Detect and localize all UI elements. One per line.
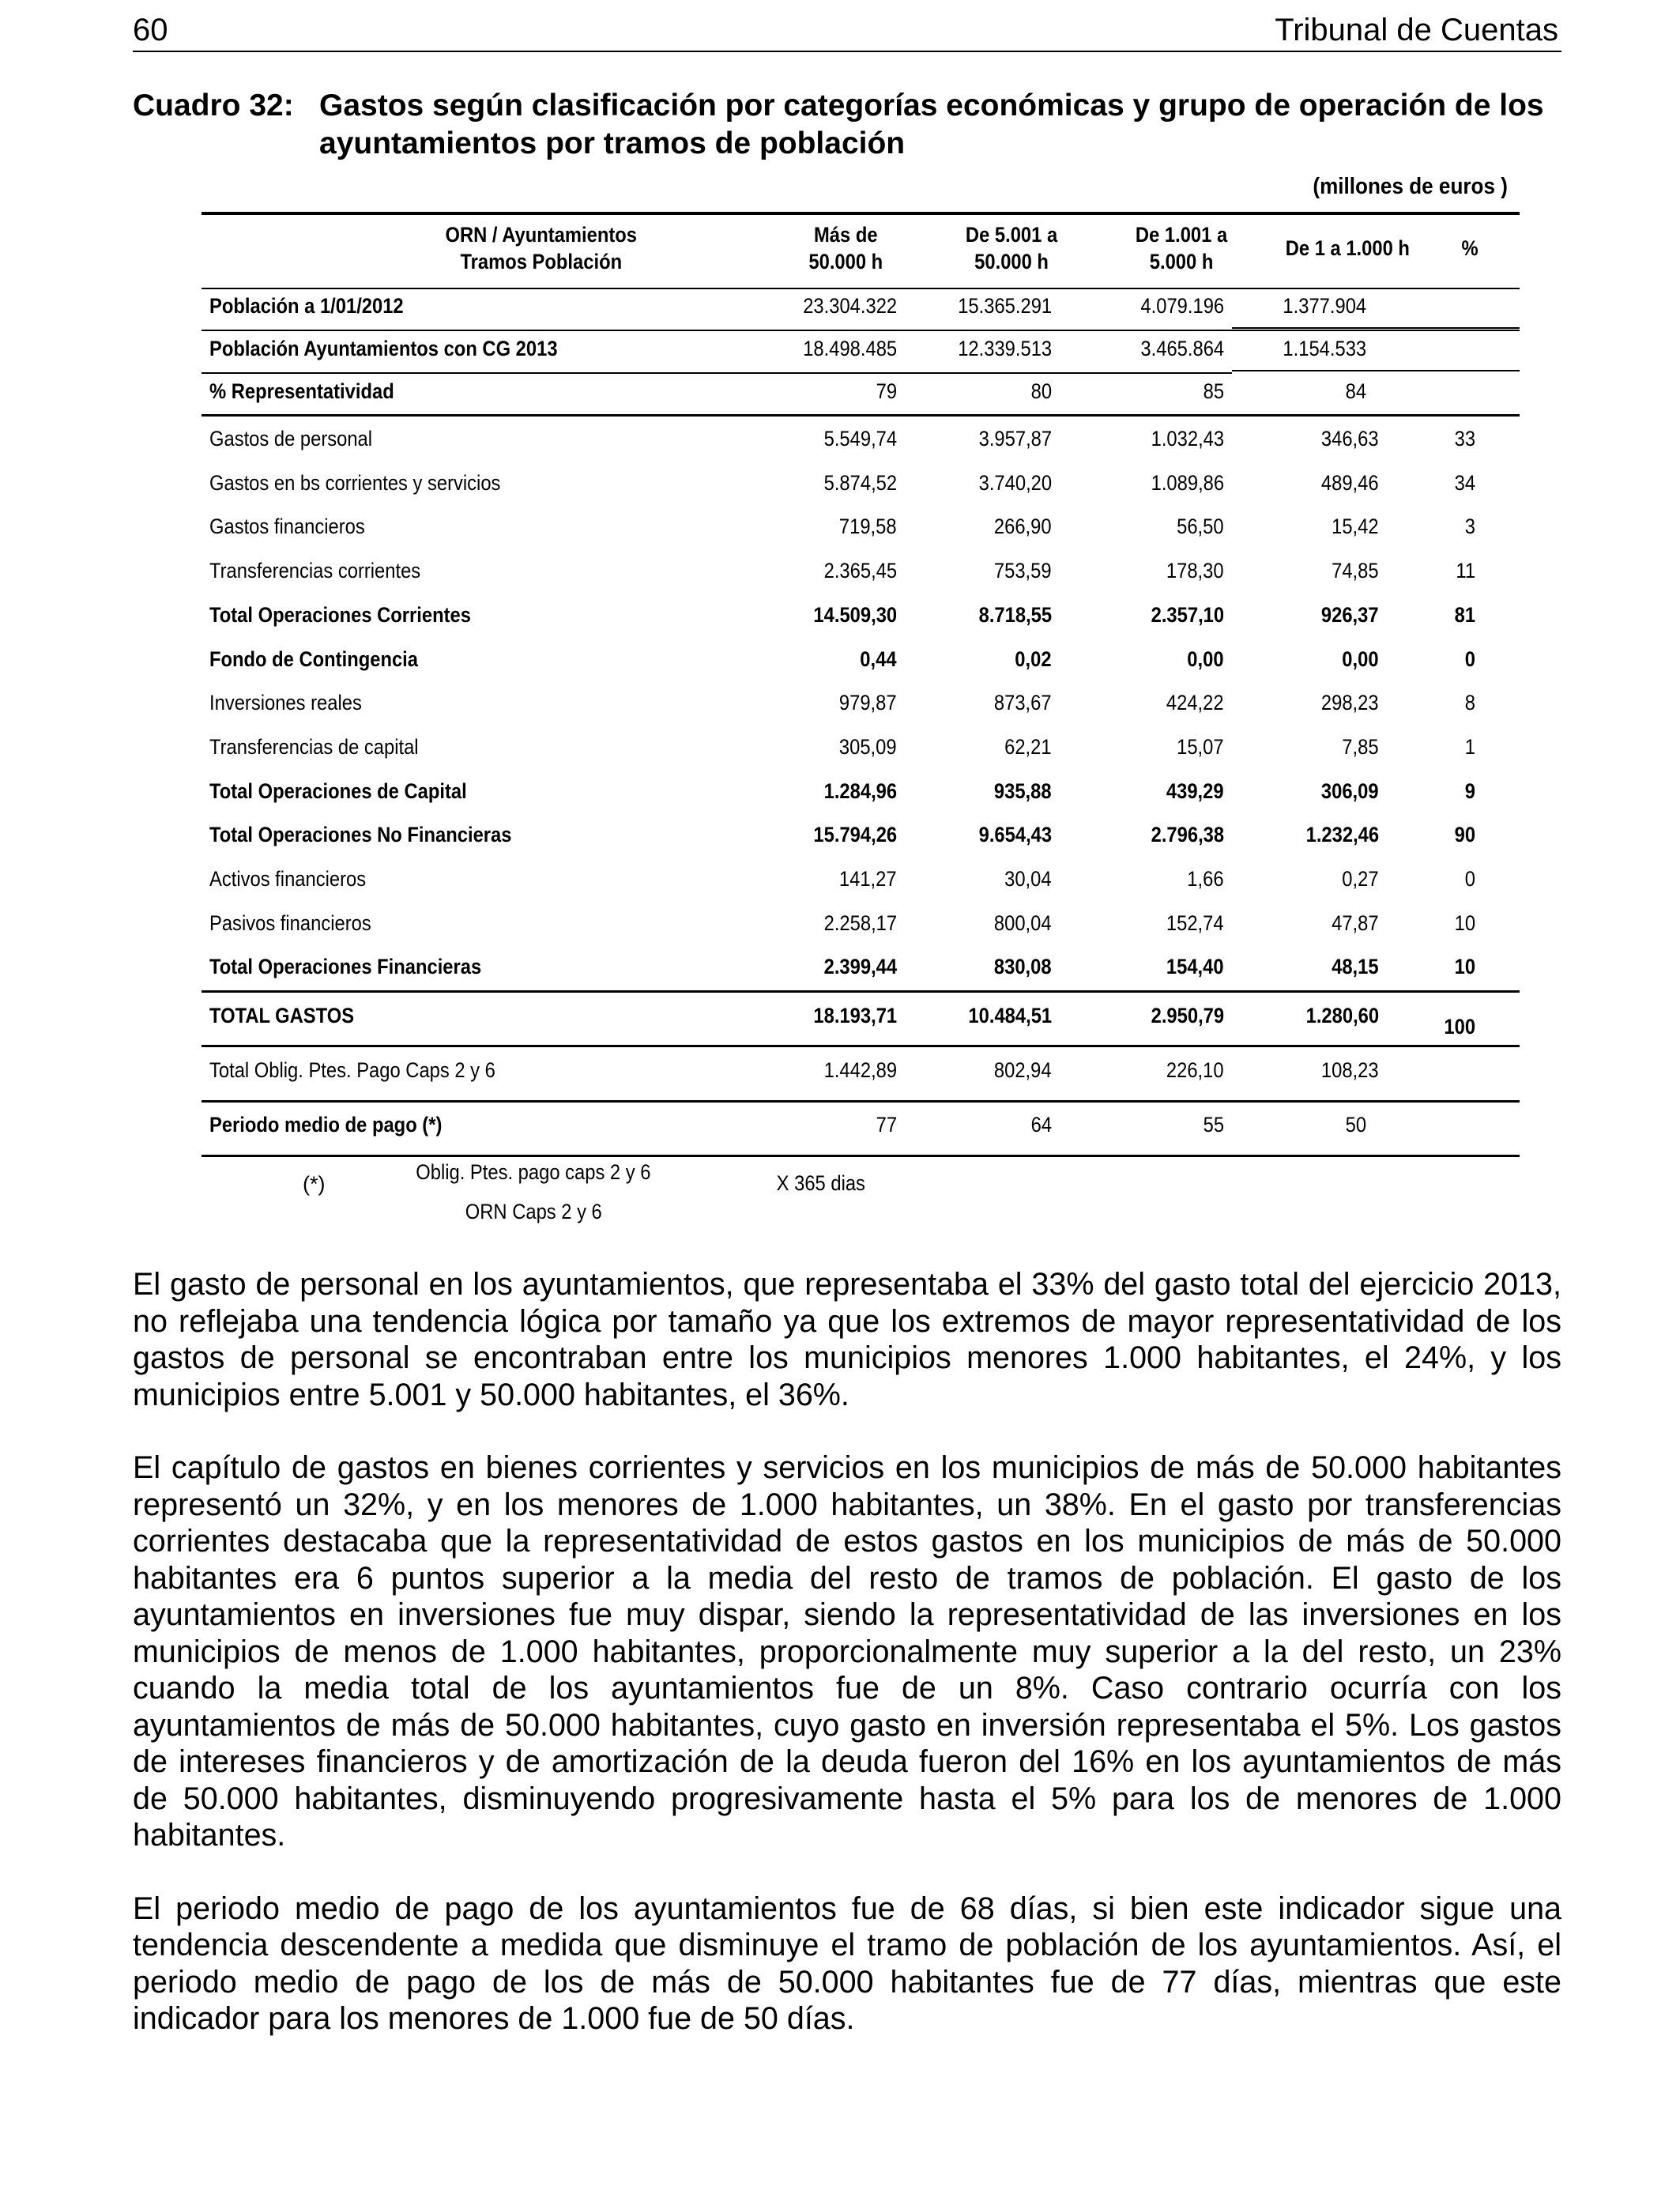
caption-title: Gastos según clasificación por categorías económicas y grupo de operación de los ayuntamientos por tramos de población <box>319 89 1544 160</box>
row-rule-segment <box>202 372 1232 374</box>
header-bottom-rule <box>202 288 1520 289</box>
pop-row-value: 23.304.322 <box>803 294 897 318</box>
table-row-value: 1.089,86 <box>1151 471 1224 495</box>
header-col-5-text: % <box>1461 236 1478 260</box>
table-row-value: 34 <box>1454 471 1475 495</box>
total-gastos-label: TOTAL GASTOS <box>209 1004 355 1027</box>
table-row-value: 47,87 <box>1332 911 1379 935</box>
table-row-value: 2.357,10 <box>1151 603 1224 627</box>
table-row-value: 48,15 <box>1332 955 1379 978</box>
table-row-value: 3 <box>1464 515 1475 538</box>
header-col-1-line2: 50.000 h <box>808 250 883 273</box>
table-row-value: 5.549,74 <box>823 427 897 450</box>
caption-number: Cuadro 32: <box>133 89 294 123</box>
table-row-label: Total Operaciones No Financieras <box>209 823 512 846</box>
header-col-4 <box>1252 235 1442 262</box>
footnote-denominator-text: ORN Caps 2 y 6 <box>465 1200 602 1223</box>
table-row-value: 0,00 <box>1187 647 1224 671</box>
table-row-value: 2.258,17 <box>823 911 897 935</box>
table-row-value: 719,58 <box>839 515 897 538</box>
table-row-value: 74,85 <box>1332 559 1379 582</box>
footnote-marker: (*) <box>303 1172 326 1196</box>
table-row-value: 154,40 <box>1166 955 1224 978</box>
table-row-value: 152,74 <box>1166 911 1224 935</box>
table-row-value: 1.032,43 <box>1151 427 1224 450</box>
table-row-label: Gastos financieros <box>209 515 365 538</box>
header-col-3-line2: 5.000 h <box>1149 250 1214 273</box>
table-row-value: 1.232,46 <box>1305 823 1379 846</box>
pop-row-value: 84 <box>1345 379 1366 403</box>
header-col-5 <box>1450 235 1490 262</box>
table-row-value: 3.957,87 <box>978 427 1052 450</box>
pmp-row-value: 50 <box>1345 1113 1366 1137</box>
table-row-value: 873,67 <box>994 691 1052 714</box>
page-number: 60 <box>133 13 168 47</box>
header-col-3-line1: De 1.001 a <box>1135 223 1228 247</box>
table-row-value: 0,00 <box>1342 647 1379 671</box>
publication-name: Tribunal de Cuentas <box>1275 13 1558 47</box>
pmp-row-label: Periodo medio de pago (*) <box>209 1113 443 1137</box>
table-row-label: Gastos en bs corrientes y servicios <box>209 471 501 495</box>
table-row-value: 11 <box>1456 559 1475 582</box>
table-row-label: Pasivos financieros <box>209 911 371 935</box>
page-header <box>133 11 1561 52</box>
paragraph-2: El capítulo de gastos en bienes corrientes y servicios en los municipios de más de 50.000 habitantes representó un 32%, y en los menores de 1.000 habitantes, un 38%. En el gasto por transferencias corrientes destacaba que la representatividad de estos gastos en los municipios de más de 50.000 habitantes era 6 puntos superior a la media del resto de tramos de población. El gasto de los ayuntamientos en inversiones fue muy dispar, siendo la representatividad de las inversiones en los municipios de menos de 1.000 habitantes, proporcionalmente muy superior a la del resto, un 23% cuando la media total de los ayuntamientos fue de un 8%. Caso contrario ocurría con los ayuntamientos de más de 50.000 habitantes, cuyo gasto en inversión representaba el 5%. Los gastos de intereses financieros y de amortización de la deuda fueron del 16% en los ayuntamientos de más de 50.000 habitantes, disminuyendo progresivamente hasta el 5% para los de menores de 1.000 habitantes. <box>133 1450 1561 1853</box>
footnote-numerator <box>340 1160 727 1185</box>
pmp-row-value: 77 <box>876 1113 897 1137</box>
table-top-rule <box>202 212 1520 215</box>
table-row-value: 7,85 <box>1342 735 1379 759</box>
header-label-line2: Tramos Población <box>460 250 623 273</box>
total-gastos-value: 1.280,60 <box>1305 1004 1379 1027</box>
pop-row-value: 18.498.485 <box>803 337 897 360</box>
table-row-value: 305,09 <box>839 735 897 759</box>
row-rule-segment <box>1232 327 1520 329</box>
table-row-value: 0 <box>1464 867 1475 891</box>
header-label-line1: ORN / Ayuntamientos <box>445 223 638 247</box>
table-row-value: 1,66 <box>1187 867 1224 891</box>
header-col-4-text: De 1 a 1.000 h <box>1285 236 1410 260</box>
table-row-value: 1.284,96 <box>823 779 897 803</box>
table-row-value: 30,04 <box>1004 867 1052 891</box>
header-col-2 <box>925 221 1098 275</box>
table-row-value: 9 <box>1464 779 1475 803</box>
row-rule <box>202 330 1520 331</box>
pop-row-value: 85 <box>1203 379 1224 403</box>
table-row-value: 2.399,44 <box>823 955 897 978</box>
pop-row-value: 79 <box>876 379 897 403</box>
table-row-value: 0 <box>1464 647 1475 671</box>
pop-row-value: 15.365.291 <box>958 294 1052 318</box>
table-row-value: 62,21 <box>1004 735 1052 759</box>
table-row-value: 306,09 <box>1321 779 1379 803</box>
pop-row-value: 4.079.196 <box>1140 294 1224 318</box>
pop-row-value: 1.377.904 <box>1283 294 1366 318</box>
fraction-bar <box>340 1195 727 1197</box>
table-row-value: 33 <box>1454 427 1475 450</box>
pop-row-value: 12.339.513 <box>958 337 1052 360</box>
units-note: (millones de euros ) <box>1313 174 1508 199</box>
oblig-row-value: 802,94 <box>994 1058 1052 1082</box>
table-bottom-rule <box>202 1155 1520 1157</box>
table-row-value: 5.874,52 <box>823 471 897 495</box>
table-row-value: 2.365,45 <box>823 559 897 582</box>
table-row-label: Total Operaciones de Capital <box>209 779 467 803</box>
pop-row-value: 80 <box>1030 379 1052 403</box>
row-rule-segment <box>1232 370 1520 371</box>
table-row-value: 10 <box>1454 911 1475 935</box>
table-row-value: 90 <box>1454 823 1475 846</box>
footnote-multiplier-text: X 365 dias <box>776 1171 865 1195</box>
table-row-value: 424,22 <box>1166 691 1224 714</box>
table-row-value: 8.718,55 <box>978 603 1052 627</box>
paragraph-1: El gasto de personal en los ayuntamientos, que representaba el 33% del gasto total del ejercicio 2013, no reflejaba una tendencia lógica por tamaño ya que los extremos de mayor representatividad de los gastos de personal se encontraban entre los municipios menores 1.000 habitantes, el 24%, y los municipios entre 5.001 y 50.000 habitantes, el 36%. <box>133 1267 1561 1412</box>
total-gastos-value: 2.950,79 <box>1151 1004 1224 1027</box>
header-label <box>344 221 739 275</box>
table-row-label: Transferencias corrientes <box>209 559 421 582</box>
header-col-1 <box>751 221 940 275</box>
table-row-value: 439,29 <box>1166 779 1224 803</box>
table-row-value: 15,42 <box>1332 515 1379 538</box>
table-row-value: 266,90 <box>994 515 1052 538</box>
row-rule <box>202 414 1520 417</box>
oblig-row-value: 108,23 <box>1321 1058 1379 1082</box>
table-row-label: Transferencias de capital <box>209 735 419 759</box>
body-text <box>133 1266 1561 2038</box>
table-row-value: 753,59 <box>994 559 1052 582</box>
header-col-2-line2: 50.000 h <box>974 250 1049 273</box>
table-row-value: 81 <box>1454 603 1475 627</box>
table-row-value: 830,08 <box>994 955 1052 978</box>
table-row-label: Total Operaciones Corrientes <box>209 603 471 627</box>
pop-row-value: 3.465.864 <box>1140 337 1224 360</box>
pmp-row-value: 55 <box>1203 1113 1224 1137</box>
oblig-bottom-rule <box>202 1100 1520 1103</box>
total-bottom-rule <box>202 1045 1520 1047</box>
table-row-value: 0,02 <box>1015 647 1052 671</box>
pop-row-value: 1.154.533 <box>1283 337 1366 360</box>
pop-row-label: Población a 1/01/2012 <box>209 294 404 318</box>
total-gastos-value: 10.484,51 <box>968 1004 1052 1027</box>
table-row-value: 0,27 <box>1342 867 1379 891</box>
table-row-value: 800,04 <box>994 911 1052 935</box>
header-col-3 <box>1094 221 1268 275</box>
oblig-row-label: Total Oblig. Ptes. Pago Caps 2 y 6 <box>209 1058 495 1082</box>
header-col-2-line1: De 5.001 a <box>965 223 1058 247</box>
table-row-value: 10 <box>1454 955 1475 978</box>
table-row-label: Gastos de personal <box>209 427 373 450</box>
table-row-label: Inversiones reales <box>209 691 362 714</box>
table-row-value: 15.794,26 <box>813 823 897 846</box>
table-row-value: 141,27 <box>839 867 897 891</box>
table-row-label: Activos financieros <box>209 867 367 891</box>
pop-row-label: % Representatividad <box>209 379 394 403</box>
table-row-value: 15,07 <box>1177 735 1224 759</box>
paragraph-3: El periodo medio de pago de los ayuntamientos fue de 68 días, si bien este indicador sigue una tendencia descendente a medida que disminuye el tramo de población de los ayuntamientos. Así, el periodo medio de pago de los de más de 50.000 habitantes fue de 77 días, mientras que este indicador para los menores de 1.000 fue de 50 días. <box>133 1891 1561 2036</box>
total-top-rule <box>202 990 1520 993</box>
table-row-value: 979,87 <box>839 691 897 714</box>
table-row-value: 0,44 <box>860 647 897 671</box>
table-row-value: 9.654,43 <box>978 823 1052 846</box>
table-row-value: 489,46 <box>1321 471 1379 495</box>
footnote-numerator-text: Oblig. Ptes. pago caps 2 y 6 <box>416 1160 651 1184</box>
pmp-row-value: 64 <box>1030 1113 1052 1137</box>
table-row-value: 346,63 <box>1321 427 1379 450</box>
oblig-row-value: 1.442,89 <box>823 1058 897 1082</box>
footnote-multiplier <box>770 1171 872 1196</box>
table-row-value: 14.509,30 <box>813 603 897 627</box>
table-row-label: Total Operaciones Financieras <box>209 955 482 978</box>
table-row-value: 298,23 <box>1321 691 1379 714</box>
table-row-value: 178,30 <box>1166 559 1224 582</box>
table-row-value: 8 <box>1464 691 1475 714</box>
total-gastos-pct: 100 <box>1444 1015 1475 1039</box>
oblig-row-value: 226,10 <box>1166 1058 1224 1082</box>
table-row-value: 2.796,38 <box>1151 823 1224 846</box>
header-col-1-line1: Más de <box>813 223 878 247</box>
table-row-value: 926,37 <box>1321 603 1379 627</box>
pop-row-label: Población Ayuntamientos con CG 2013 <box>209 337 558 360</box>
table-row-value: 1 <box>1464 735 1475 759</box>
table-row-label: Fondo de Contingencia <box>209 647 418 671</box>
table-row-value: 56,50 <box>1177 515 1224 538</box>
total-gastos-value: 18.193,71 <box>813 1004 897 1027</box>
footnote-denominator <box>340 1200 727 1224</box>
table-row-value: 3.740,20 <box>978 471 1052 495</box>
table-row-value: 935,88 <box>994 779 1052 803</box>
